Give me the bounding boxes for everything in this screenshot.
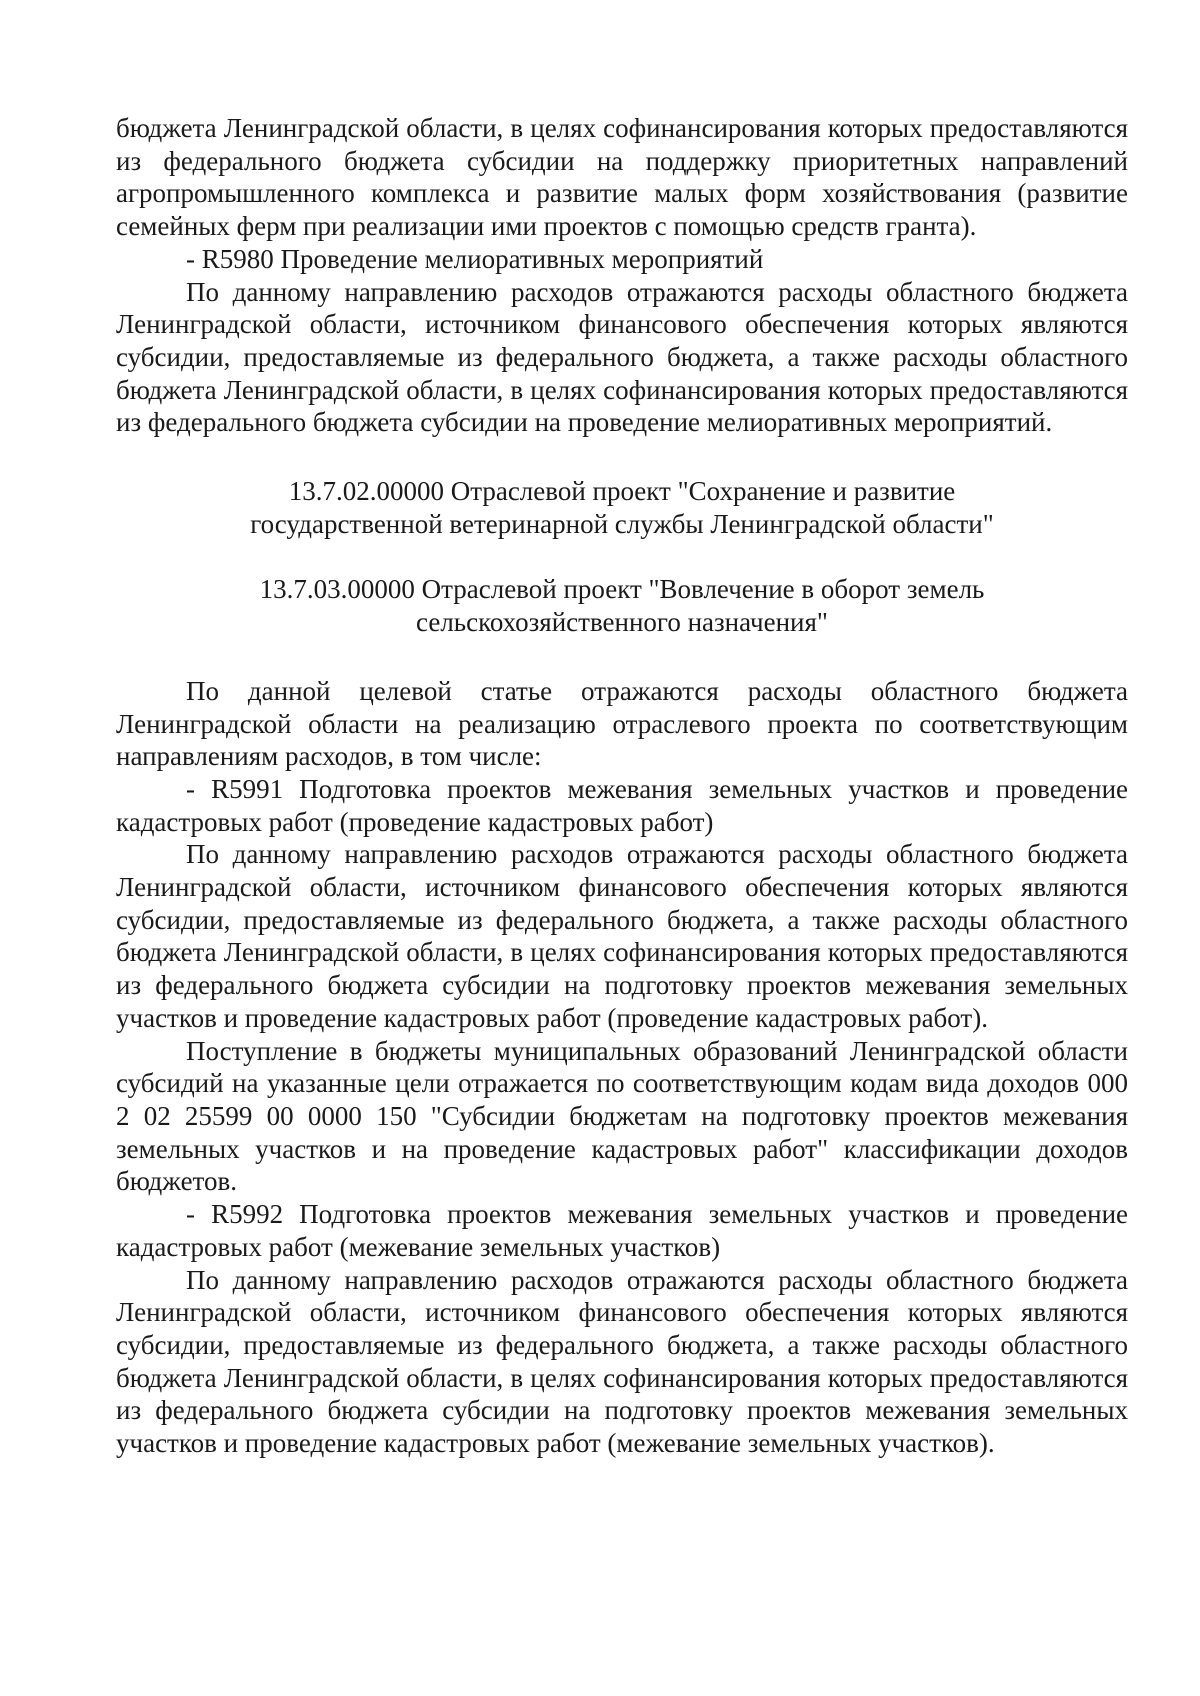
section-heading-line: государственной ветеринарной службы Ленинградской области" xyxy=(250,508,994,539)
spacer xyxy=(116,639,1128,675)
section-heading-line: 13.7.02.00000 Отраслевой проект "Сохранение и развитие xyxy=(288,476,956,507)
paragraph-municipal-receipts: Поступление в бюджеты муниципальных образований Ленинградской области субсидий на указанные цели отражается по соответствующим кодам вида доходов 000 2 02 25599 00 0000 150 "Субсидии бюджетам на подготовку проектов межевания земельных участков и на проведение кадастровых работ" классификации доходов бюджетов. xyxy=(116,1035,1128,1197)
section-heading-13-7-03 xyxy=(116,573,1128,638)
spacer xyxy=(116,540,1128,573)
section-heading-line: 13.7.03.00000 Отраслевой проект "Вовлечение в оборот земель xyxy=(259,574,985,605)
paragraph-target-article: По данной целевой статье отражаются расходы областного бюджета Ленинградской области на реализацию отраслевого проекта по соответствующим направлениям расходов, в том числе: xyxy=(116,675,1128,772)
expense-direction-r5992: - R5992 Подготовка проектов межевания земельных участков и проведение кадастровых работ (межевание земельных участков) xyxy=(116,1199,1128,1262)
paragraph-continuation: бюджета Ленинградской области, в целях софинансирования которых предоставляются из федерального бюджета субсидии на поддержку приоритетных направлений агропромышленного комплекса и развитие малых форм хозяйствования (развитие семейных ферм при реализации ими проектов с помощью средств гранта). xyxy=(116,113,1128,242)
spacer xyxy=(116,439,1128,475)
section-heading-13-7-02 xyxy=(116,475,1128,540)
paragraph-r5991-description: По данному направлению расходов отражаются расходы областного бюджета Ленинградской области, источником финансового обеспечения которых являются субсидии, предоставляемые из федерального бюджета, а также расходы областного бюджета Ленинградской области, в целях софинансирования которых предоставляются из федерального бюджета субсидии на подготовку проектов межевания земельных участков и проведение кадастровых работ (проведение кадастровых работ). xyxy=(116,839,1128,1033)
expense-direction-r5991: - R5991 Подготовка проектов межевания земельных участков и проведение кадастровых работ (проведение кадастровых работ) xyxy=(116,773,1128,837)
paragraph-r5992-description: По данному направлению расходов отражаются расходы областного бюджета Ленинградской области, источником финансового обеспечения которых являются субсидии, предоставляемые из федерального бюджета, а также расходы областного бюджета Ленинградской области, в целях софинансирования которых предоставляются из федерального бюджета субсидии на подготовку проектов межевания земельных участков и проведение кадастровых работ (межевание земельных участков). xyxy=(116,1264,1128,1459)
paragraph-r5980-description: По данному направлению расходов отражаются расходы областного бюджета Ленинградской области, источником финансового обеспечения которых являются субсидии, предоставляемые из федерального бюджета, а также расходы областного бюджета Ленинградской области, в целях софинансирования которых предоставляются из федерального бюджета субсидии на проведение мелиоративных мероприятий. xyxy=(116,276,1128,438)
section-heading-line: сельскохозяйственного назначения" xyxy=(416,607,828,638)
expense-direction-r5980: - R5980 Проведение мелиоративных мероприятий xyxy=(186,243,764,274)
